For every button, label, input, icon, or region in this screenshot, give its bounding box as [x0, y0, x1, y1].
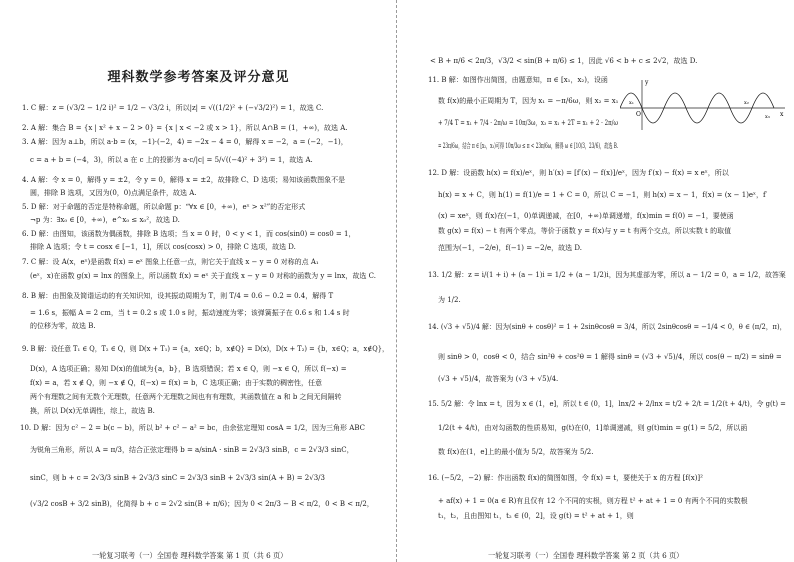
answer-line: 12. D 解：设函数 h(x) = f(x)/eˣ，则 h′(x) = [f′(x) − f(x)]/eˣ，因为 f′(x) − f(x) = x eˣ，所以 — [428, 169, 729, 177]
answer-line: 两个有理数之间有无数个无理数，任意两个无理数之间也有有理数，其函数值在 a 和 b 之间无间隔转 — [30, 393, 342, 401]
x1-label: x₁ — [629, 100, 634, 106]
answer-line: 为 1/2. — [438, 296, 461, 304]
footer-page-1: 一轮复习联考（一）全国卷 理科数学答案 第 1 页（共 6 页） — [92, 551, 288, 560]
answer-line: 14. (√3 + √5)/4 解：因为(sinθ + cosθ)² = 1 + 2sinθcosθ = 3/4，所以 2sinθcosθ = −1/4 < 0，θ ∈ (π/2，π)， — [428, 323, 787, 331]
answer-line: 数 g(x) = f(x) − t 有两个零点，等价于函数 y = f(x)与 y = t 有两个交点，所以实数 t 的取值 — [438, 227, 732, 235]
answer-line: (eˣ，x)在函数 g(x) = lnx 的图象上，所以函数 f(x) = eˣ 关于直线 x − y = 0 对称的函数为 y = lnx，故选 C. — [30, 272, 376, 280]
answer-line: ¬p 为：∃x₀ ∈ [0，+∞)，e^x₀ ≤ x₀²，故选 D. — [30, 216, 180, 224]
answer-line: 6. D 解：由图知，该函数为偶函数，排除 B 选项；当 x = 0 时，0 < y < 1，而 cos(sin0) = cos0 = 1， — [22, 230, 356, 238]
answer-line: + 7/4 T = x₁ + 7/4 · 2π/ω = 10π/3ω，x₃ = x₁ + 2T = x₁ + 2 · 2π/ω — [438, 119, 618, 127]
document-title: 理科数学参考答案及评分意见 — [107, 70, 290, 85]
answer-line: 2. A 解：集合 B = {x | x² + x − 2 > 0} = {x | x < −2 或 x > 1}，所以 A∩B = (1，+∞)，故选 A. — [22, 124, 348, 132]
answer-line: 15. 5/2 解：令 lnx = t，因为 x ∈ (1，e]，所以 t ∈ (0，1]，lnx/2 + 2/lnx = t/2 + 2/t = 1/2(t + 4/t)，令 g(t) = — [428, 400, 786, 408]
x3-label: x₃ — [765, 114, 770, 120]
answer-line: 5. D 解：对于命题的否定是特称命题，所以命题 p：“∀x ∈ [0，+∞)，eˣ > x²”的否定形式 — [22, 203, 306, 211]
answer-line: 9. B 解：设任意 T₁ ∈ Q，T₂ ∈ Q，则 D(x + T₁) = {a，x∈Q；b，x∉Q} = D(x)，D(x + T₂) = {b，x∈Q；a，x∉Q}， — [22, 345, 389, 353]
answer-line: D(x)，A 选项正确；易知 D(x)的值域为{a，b}，B 选项错误；若 x ∈ Q，则 −x ∈ Q，所以 f(−x) = — [30, 365, 347, 373]
answer-line: + af(x) + 1 = 0(a ∈ R)有且仅有 12 个不同的实根，则方程 t² + at + 1 = 0 有两个不同的实数根 — [438, 497, 748, 505]
answer-line: 11. B 解：如图作出简图，由题意知，π ∈ [x₁，x₂)，设函 — [428, 76, 608, 84]
answer-line: 7. C 解：设 A(x，eˣ)是函数 f(x) = eˣ 图象上任意一点，则它关于直线 x − y = 0 对称的点 A₁ — [22, 258, 319, 266]
answer-line: 为锐角三角形，所以 A = π/3，结合正弦定理得 b = a/sinA · sinB = 2√3/3 sinB，c = 2√3/3 sinC， — [30, 446, 354, 454]
answer-line: 数 f(x)在(1，e]上的最小值为 5/2，故答案为 5/2. — [438, 448, 594, 456]
answer-line: h(x) = x + C，则 h(1) = f(1)/e = 1 + C = 0，所以 C = −1，则 h(x) = x − 1，f(x) = (x − 1)eˣ，f′ — [438, 191, 768, 199]
answer-line: 10. D 解：因为 c² − 2 = b(c − b)，所以 b² + c² − a² = bc，由余弦定理知 cosA = 1/2，因为三角形 ABC — [20, 424, 365, 432]
origin-label: O — [636, 111, 641, 118]
x-label: x — [780, 111, 784, 118]
answer-line: 13. 1/2 解：z = i/(1 + i) + (a − 1)i = 1/2 + (a − 1/2)i，因为其虚部为零，所以 a − 1/2 = 0，a = 1/2，故答案 — [428, 271, 786, 279]
footer-page-2: 一轮复习联考（一）全国卷 理科数学答案 第 2 页（共 6 页） — [488, 551, 684, 560]
answer-line: (√3 + √5)/4，故答案为 (√3 + √5)/4. — [438, 375, 559, 383]
answer-line: 1. C 解：z = (√3/2 − 1/2 i)² = 1/2 − √3/2 i，所以|z| = √((1/2)² + (−√3/2)²) = 1，故选 C. — [22, 104, 324, 112]
answer-line: (√3/2 cosB + 3/2 sinB)，化简得 b + c = 2√2 sin(B + π/6)；因为 0 < 2π/3 − B < π/2，0 < B < π/2， — [30, 500, 374, 508]
answer-line: t₁，t₂，且由图知 t₁，t₂ ∈ (0，2]，设 g(t) = t² + at + 1，则 — [438, 512, 634, 520]
answer-line: 数 f(x)的最小正周期为 T，因为 x₁ = −π/6ω，则 x₂ = x₁ — [438, 97, 619, 105]
answer-line: sinC，则 b + c = 2√3/3 sinB + 2√3/3 sinC = 2√3/3 sinB + 2√3/3 sin(A + B) = 2√3/3 — [30, 474, 325, 482]
answer-line: 4. A 解：令 x = 0，解得 y = ±2，令 y = 0，解得 x = ±2，故排除 C、D 选项；易知该函数图象不是 — [22, 176, 346, 184]
answer-line: 1/2(t + 4/t)，由对勾函数的性质易知，g(t)在(0，1]单调递减，则 g(t)min = g(1) = 5/2，所以函 — [438, 424, 748, 432]
answer-line: = 1.6 s，振幅 A = 2 cm，当 t = 0.2 s 或 1.0 s 时，振动速度为零；该弹簧振子在 0.6 s 和 1.4 s 时 — [30, 309, 350, 317]
answer-line: (x) = xeˣ，则 f(x)在(−1，0)单调递减，在[0，+∞)单调递增，f(x)min = f(0) = −1，要使函 — [438, 212, 734, 220]
answer-line: 8. B 解：由图象及简谐运动的有关知识知，设其振动周期为 T，则 T/4 = 0.6 − 0.2 = 0.4，解得 T — [22, 292, 334, 300]
sine-wave-figure — [620, 78, 790, 138]
answer-line: 3. A 解：因为 a⊥b，所以 a·b = (x，−1)·(−2，4) = −2x − 4 = 0，解得 x = −2，a = (−2，−1)， — [22, 138, 348, 146]
answer-line: 16. (−5/2，−2) 解：作出函数 f(x)的简图如图，令 f(x) = t，要使关于 x 的方程 [f(x)]² — [428, 474, 703, 482]
answer-line: 排除 A 选项；令 t = cosx ∈ [−1，1]，所以 cos(cosx) > 0，排除 C 选项，故选 D. — [30, 243, 296, 251]
x2-label: x₂ — [744, 100, 749, 106]
answer-line: = 23π/6ω，结合 π ∈ [x₂，x₃)可得 10π/3ω ≤ π < 23π/6ω，解得 ω ∈ [10/3，23/6)，故选 B. — [438, 142, 619, 150]
answer-line: < B + π/6 < 2π/3，√3/2 < sin(B + π/6) ≤ 1，因此 √6 < b + c ≤ 2√2，故选 D. — [430, 57, 698, 65]
answer-line: 换，所以 D(x)无单调性，综上，故选 B. — [30, 407, 155, 415]
answer-line: 圆，排除 B 选项，又因为(0，0)点满足条件，故选 A. — [30, 189, 197, 197]
answer-line: 范围为(−1，−2/e)，f(−1) = −2/e，故选 D. — [438, 244, 582, 252]
answer-line: c = a + b = (−4，3)，所以 a 在 c 上的投影为 a·c/|c| = 5/√((−4)² + 3²) = 1，故选 A. — [30, 156, 313, 164]
answer-line: 的位移为零，故选 B. — [30, 322, 96, 330]
y-label: y — [645, 79, 649, 86]
answer-line: f(x) = a，若 x ∉ Q，则 −x ∉ Q，f(−x) = f(x) = b，C 选项正确；由于实数的稠密性，任意 — [30, 379, 322, 387]
answer-line: 则 sinθ > 0，cosθ < 0，结合 sin²θ + cos²θ = 1 解得 sinθ = (√3 + √5)/4，所以 cos(θ − π/2) = sinθ = — [438, 353, 782, 361]
